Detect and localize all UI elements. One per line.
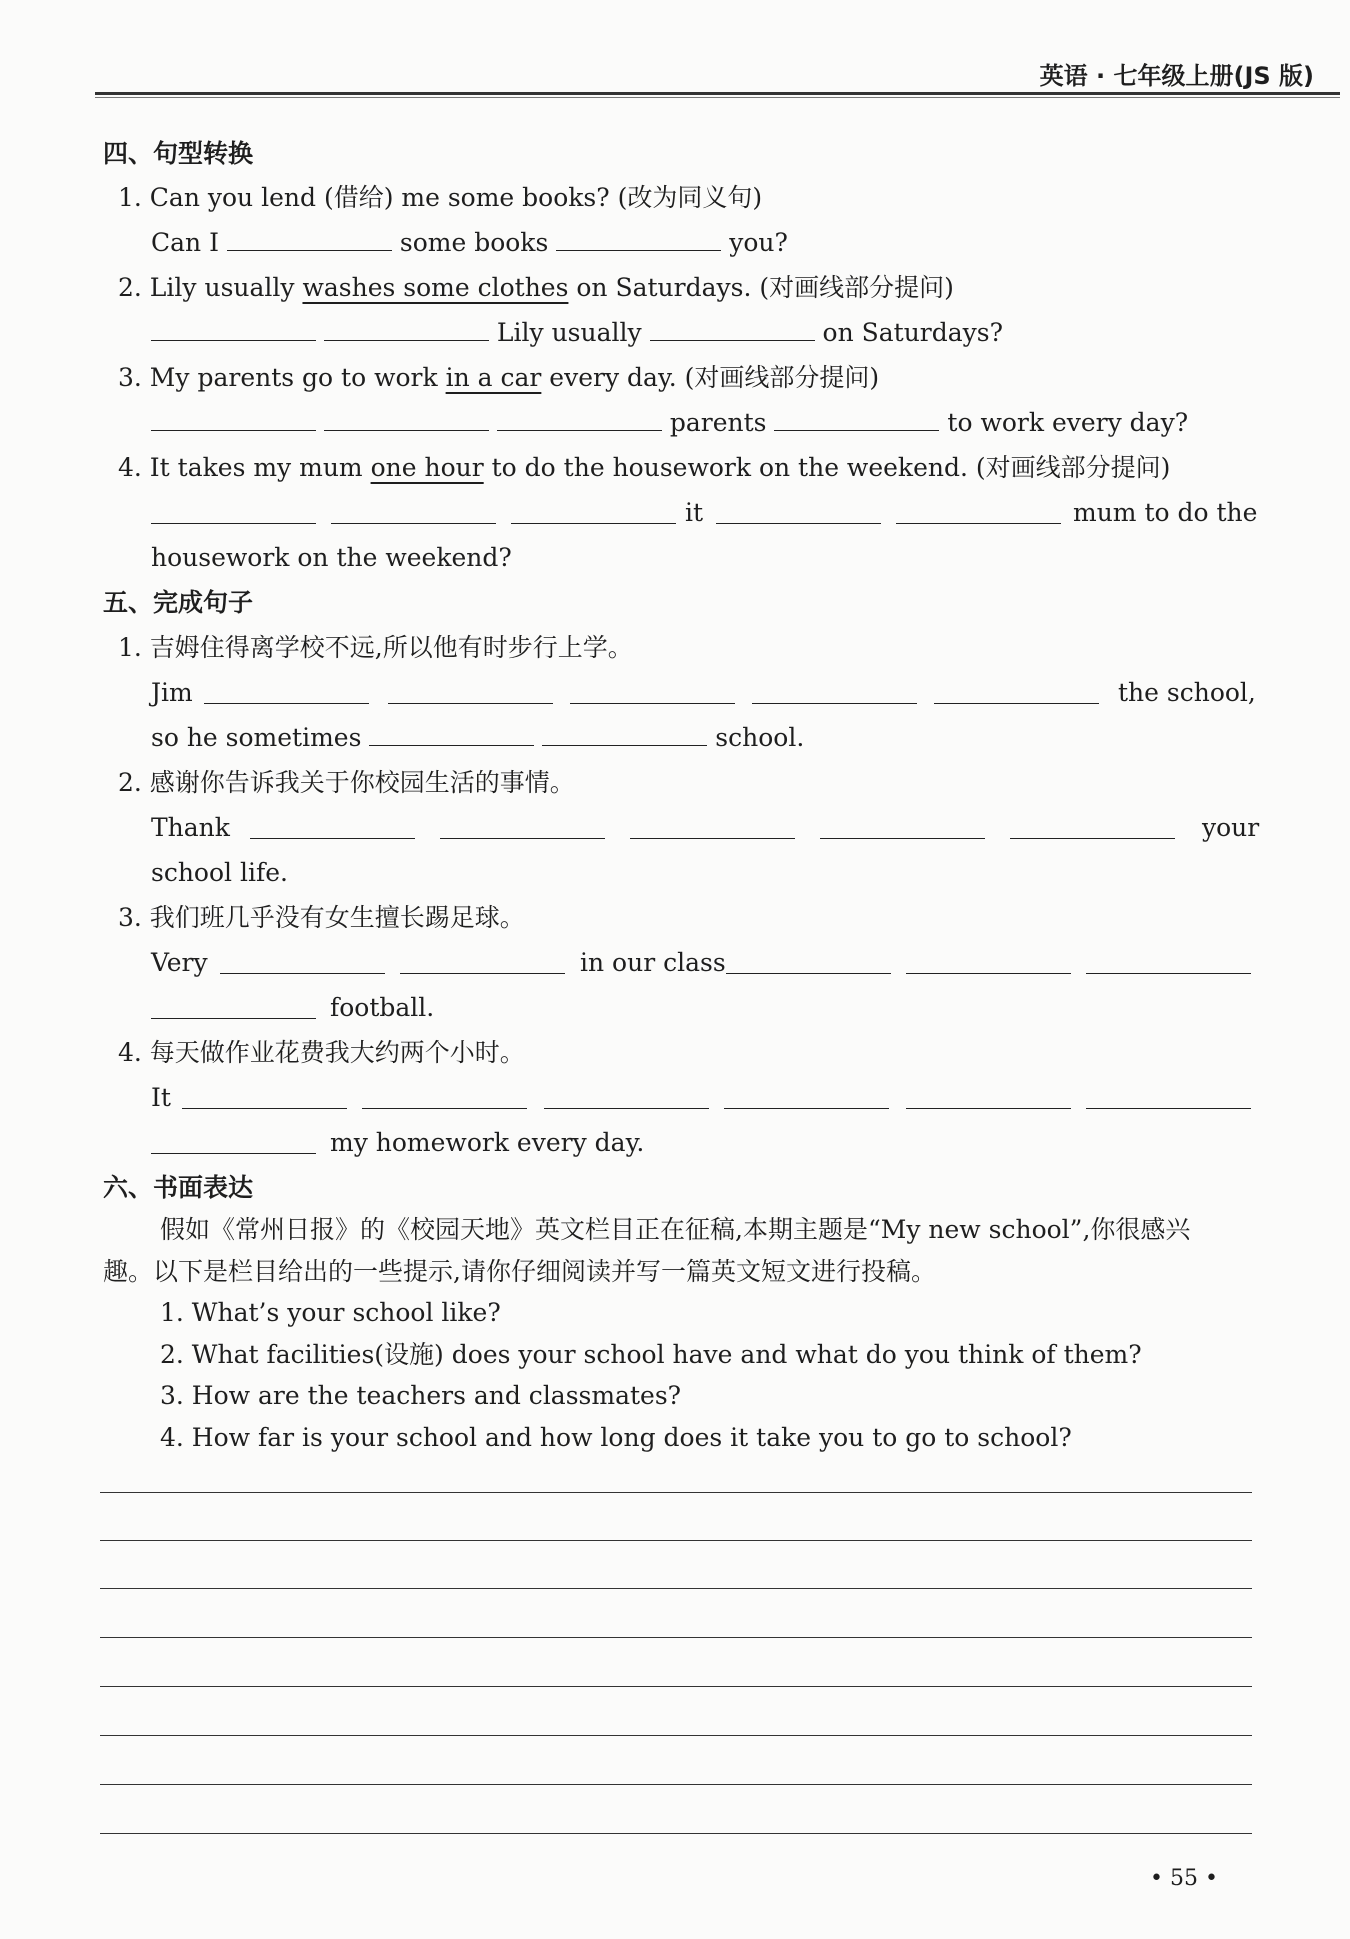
prompt-text: 2. Lily usually xyxy=(118,273,303,302)
answer-text: parents xyxy=(669,408,767,437)
answer-blank[interactable] xyxy=(774,402,939,431)
sec6-intro-line2: 趣。以下是栏目给出的一些提示,请你仔细阅读并写一篇英文短文进行投稿。 xyxy=(103,1257,936,1286)
sec5-q3-answer xyxy=(0,941,1350,985)
answer-blank[interactable] xyxy=(630,810,795,839)
answer-text: football. xyxy=(330,993,435,1022)
underlined-text: in a car xyxy=(445,363,542,392)
sec5-q1-prompt: 1. 吉姆住得离学校不远,所以他有时步行上学。 xyxy=(118,633,633,662)
prompt-text: 4. It takes my mum xyxy=(118,453,371,482)
answer-blank[interactable] xyxy=(440,810,605,839)
answer-blank[interactable] xyxy=(151,495,316,524)
answer-blank[interactable] xyxy=(726,945,891,974)
answer-blank[interactable] xyxy=(250,810,415,839)
writing-line[interactable] xyxy=(100,1735,1252,1736)
sec5-q2-prompt: 2. 感谢你告诉我关于你校园生活的事情。 xyxy=(118,768,575,797)
prompt-text: 3. My parents go to work xyxy=(118,363,446,392)
answer-text: you? xyxy=(729,228,788,257)
answer-blank[interactable] xyxy=(400,945,565,974)
writing-line[interactable] xyxy=(100,1540,1252,1541)
answer-blank[interactable] xyxy=(716,495,881,524)
answer-text: my homework every day. xyxy=(330,1128,645,1157)
book-title: 英语 · 七年级上册(JS 版) xyxy=(1039,62,1314,90)
answer-blank[interactable] xyxy=(220,945,385,974)
sec5-q2-answer xyxy=(0,806,1350,850)
answer-blank[interactable] xyxy=(151,312,316,341)
sec4-q1-prompt: 1. Can you lend (借给) me some books? (改为同义句) xyxy=(118,183,763,212)
answer-blank[interactable] xyxy=(820,810,985,839)
prompt-text: to do the housework on the weekend. (对画线部分提问) xyxy=(483,453,1171,482)
answer-blank[interactable] xyxy=(151,402,316,431)
sec4-q3-answer xyxy=(151,401,1350,445)
writing-line[interactable] xyxy=(100,1588,1252,1589)
writing-hint: 3. How are the teachers and classmates? xyxy=(160,1381,682,1410)
answer-blank[interactable] xyxy=(227,222,392,251)
writing-line[interactable] xyxy=(100,1784,1252,1785)
answer-blank[interactable] xyxy=(324,312,489,341)
sec5-q3-answer-cont xyxy=(0,986,1350,1030)
answer-blank[interactable] xyxy=(544,1080,709,1109)
answer-blank[interactable] xyxy=(556,222,721,251)
answer-blank[interactable] xyxy=(650,312,815,341)
writing-hint: 2. What facilities(设施) does your school have and what do you think of them? xyxy=(160,1340,1142,1369)
sec4-q4-answer-cont: housework on the weekend? xyxy=(151,543,512,572)
sec6-intro-line1: 假如《常州日报》的《校园天地》英文栏目正在征稿,本期主题是“My new school”,你很感兴 xyxy=(160,1215,1191,1244)
answer-text: in our class xyxy=(580,948,726,977)
answer-blank[interactable] xyxy=(511,495,676,524)
answer-text: on Saturdays? xyxy=(822,318,1004,347)
answer-text: Can I xyxy=(151,228,219,257)
section-6-title: 六、书面表达 xyxy=(103,1173,254,1202)
answer-blank[interactable] xyxy=(388,675,553,704)
sec5-q1-answer xyxy=(0,671,1350,715)
sec4-q1-answer xyxy=(151,221,1350,265)
answer-blank[interactable] xyxy=(369,717,534,746)
answer-blank[interactable] xyxy=(542,717,707,746)
answer-text: your xyxy=(1202,813,1260,842)
sec5-q3-prompt: 3. 我们班几乎没有女生擅长踢足球。 xyxy=(118,903,525,932)
answer-blank[interactable] xyxy=(934,675,1099,704)
header-rule xyxy=(95,92,1340,95)
answer-blank[interactable] xyxy=(151,990,316,1019)
answer-blank[interactable] xyxy=(1086,1080,1251,1109)
section-4-title: 四、句型转换 xyxy=(103,139,254,168)
sec5-q4-answer-cont xyxy=(0,1121,1350,1165)
writing-line[interactable] xyxy=(100,1637,1252,1638)
prompt-text: on Saturdays. (对画线部分提问) xyxy=(568,273,954,302)
sec4-q3-prompt xyxy=(118,356,1350,400)
section-5-title: 五、完成句子 xyxy=(103,588,254,617)
answer-text: It xyxy=(151,1083,171,1112)
answer-blank[interactable] xyxy=(570,675,735,704)
answer-text: so he sometimes xyxy=(151,723,362,752)
answer-text: Jim xyxy=(151,678,193,707)
answer-text: some books xyxy=(399,228,549,257)
answer-text: to work every day? xyxy=(947,408,1189,437)
answer-blank[interactable] xyxy=(204,675,369,704)
answer-blank[interactable] xyxy=(1086,945,1251,974)
underlined-text: one hour xyxy=(370,453,484,482)
prompt-text: every day. (对画线部分提问) xyxy=(541,363,880,392)
answer-blank[interactable] xyxy=(752,675,917,704)
answer-blank[interactable] xyxy=(896,495,1061,524)
writing-line[interactable] xyxy=(100,1686,1252,1687)
answer-blank[interactable] xyxy=(724,1080,889,1109)
sec4-q4-answer xyxy=(0,491,1350,535)
answer-text: Very xyxy=(151,948,208,977)
answer-blank[interactable] xyxy=(324,402,489,431)
answer-text: mum to do the xyxy=(1073,498,1258,527)
answer-text: the school, xyxy=(1118,678,1256,707)
answer-text: Lily usually xyxy=(496,318,642,347)
sec5-q4-prompt: 4. 每天做作业花费我大约两个小时。 xyxy=(118,1038,525,1067)
writing-hint: 4. How far is your school and how long does it take you to go to school? xyxy=(160,1423,1072,1452)
answer-text: Thank xyxy=(151,813,230,842)
answer-blank[interactable] xyxy=(906,945,1071,974)
answer-text: school. xyxy=(715,723,805,752)
answer-blank[interactable] xyxy=(362,1080,527,1109)
writing-line[interactable] xyxy=(100,1833,1252,1834)
answer-blank[interactable] xyxy=(151,1125,316,1154)
underlined-text: washes some clothes xyxy=(302,273,569,302)
header-rule-thin xyxy=(95,97,1340,98)
sec4-q2-prompt xyxy=(118,266,1350,310)
writing-hint: 1. What’s your school like? xyxy=(160,1298,501,1327)
answer-text: it xyxy=(685,498,704,527)
answer-blank[interactable] xyxy=(1010,810,1175,839)
sec5-q2-answer-cont: school life. xyxy=(151,858,288,887)
answer-blank[interactable] xyxy=(182,1080,347,1109)
answer-blank[interactable] xyxy=(906,1080,1071,1109)
answer-blank[interactable] xyxy=(497,402,662,431)
sec4-q4-prompt xyxy=(118,446,1350,490)
sec4-q2-answer xyxy=(151,311,1350,355)
writing-line[interactable] xyxy=(100,1492,1252,1493)
sec5-q4-answer xyxy=(0,1076,1350,1120)
page-number: • 55 • xyxy=(1150,1866,1218,1891)
answer-blank[interactable] xyxy=(331,495,496,524)
sec5-q1-answer-cont xyxy=(151,716,1350,760)
